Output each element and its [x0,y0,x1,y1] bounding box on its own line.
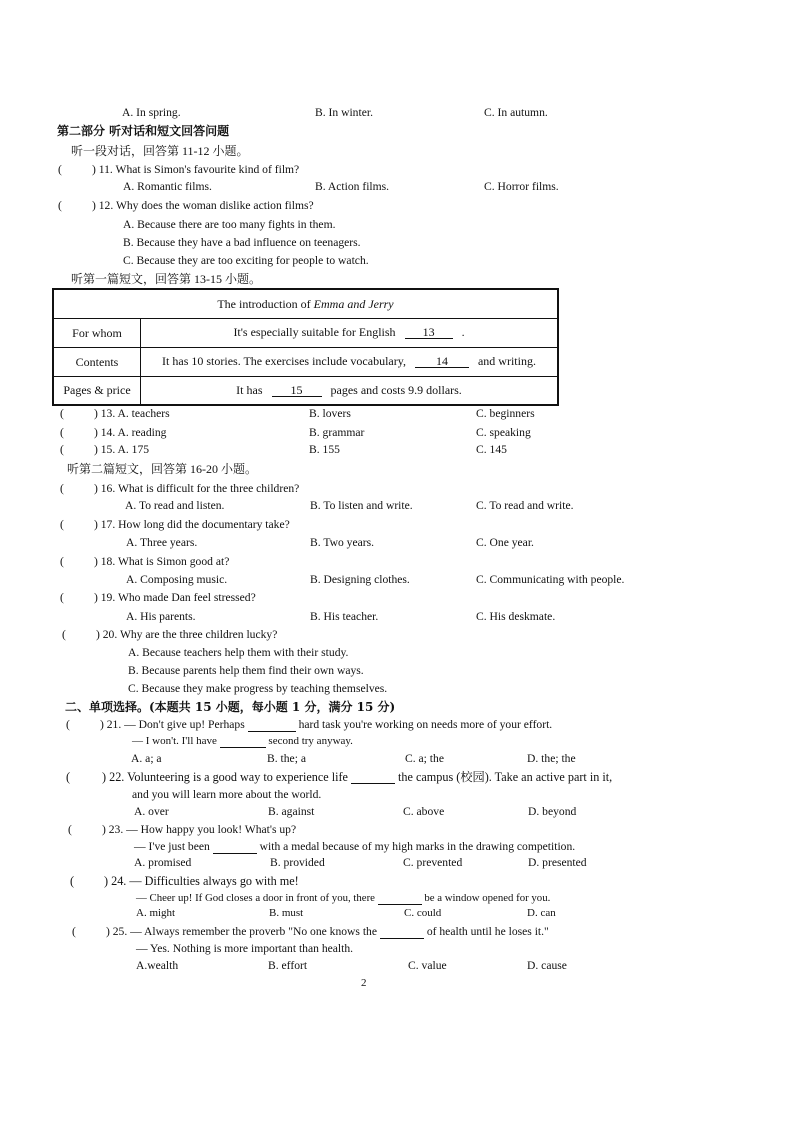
table-title-text: The introduction of [217,296,314,311]
q14-option-b: B. grammar [309,426,365,439]
row-value-for-whom [141,318,559,347]
q21-option-c: C. a; the [405,752,444,765]
q25-stem-post: of health until he loses it." [426,925,549,938]
part2-heading: 第二部分 听对话和短文回答问题 [57,124,230,138]
q25-option-d: D. cause [527,959,567,972]
q24-line2-pre: — Cheer up! If God closes a door in front of you, there [136,892,375,904]
row1-end: . [461,325,465,339]
row2-end: and writing. [477,354,536,368]
q11-stem: ) 11. What is Simon's favourite kind of film? [92,163,300,176]
q21-line2 [132,736,353,748]
q21-blank-1 [248,719,296,732]
row-value-contents [141,347,559,376]
q21-paren: ( [66,718,70,731]
table-title [53,289,558,318]
q17-option-b: B. Two years. [310,536,375,549]
section2-heading: 二、单项选择。(本题共 15 小题，每小题 1 分，满分 15 分) [65,700,396,714]
q12-option-c: C. Because they are too exciting for people to watch. [123,254,369,267]
row-value-pages-price [141,376,559,405]
row3-end: pages and costs 9.9 dollars. [330,382,462,397]
q19-option-c: C. His deskmate. [476,610,556,623]
q22-paren: ( [66,770,71,784]
blank-14: 14 [415,355,469,368]
q18-option-c: C. Communicating with people. [476,573,625,586]
q14-stem: ) 14. A. reading [94,426,167,439]
q23-option-a: A. promised [134,856,192,869]
row-label-contents: Contents [53,347,141,376]
q21-blank-2 [220,736,266,748]
q13-option-b: B. lovers [309,407,351,420]
q23-line2-post: with a medal because of my high marks in the drawing competition. [259,840,576,853]
q12-option-a: A. Because there are too many fights in them. [123,218,336,231]
q14-paren: ( [60,426,64,439]
blank-15: 15 [272,384,322,397]
q22-option-b: B. against [268,805,315,818]
q20-option-b: B. Because parents help them find their own ways. [128,664,364,677]
q24-blank [378,893,422,905]
q14-option-c: C. speaking [476,426,531,439]
q23-paren: ( [68,823,72,836]
q19-paren: ( [60,591,64,604]
q18-paren: ( [60,555,64,568]
q11-paren: ( [58,163,62,176]
q15-option-c: C. 145 [476,443,507,456]
q20-paren: ( [62,628,66,641]
q18-stem: ) 18. What is Simon good at? [94,555,230,568]
q20-option-a: A. Because teachers help them with their study. [128,646,349,659]
passage2-instruction: 听第二篇短文，回答第 16-20 小题。 [67,462,257,476]
q25-option-a: A.wealth [136,959,179,972]
q23-option-c: C. prevented [403,856,463,869]
q17-option-c: C. One year. [476,536,534,549]
q12-stem: ) 12. Why does the woman dislike action films? [92,199,314,212]
q23-blank [213,841,257,854]
q22-blank [351,771,395,784]
q24-line2 [136,893,550,905]
q23-line2 [134,841,575,854]
q16-option-c: C. To read and write. [476,499,574,512]
q22-line2: and you will learn more about the world. [132,788,322,801]
q21-stem [100,719,552,732]
q11-option-a: A. Romantic films. [123,180,212,193]
q21-stem-post: hard task you're working on needs more of your effort. [298,718,553,731]
q21-option-a: A. a; a [131,752,162,765]
q25-stem-pre: ) 25. — Always remember the proverb "No one knows the [106,925,378,938]
q15-stem: ) 15. A. 175 [94,443,150,456]
q25-option-b: B. effort [268,959,308,972]
q23-option-b: B. provided [270,856,325,869]
q15-paren: ( [60,443,64,456]
q19-stem: ) 19. Who made Dan feel stressed? [94,591,256,604]
q22-option-a: A. over [134,805,169,818]
row2-text: It has 10 stories. The exercises include vocabulary, [162,354,406,368]
q23-line2-pre: — I've just been [134,840,210,853]
row-label-for-whom: For whom [53,318,141,347]
q16-option-a: A. To read and listen. [125,499,225,512]
page-number: 2 [361,977,367,989]
row-label-pages-price: Pages & price [53,376,141,405]
q17-paren: ( [60,518,64,531]
q25-blank [380,926,424,939]
q21-line2-pre: — I won't. I'll have [132,735,217,747]
q12-option-b: B. Because they have a bad influence on teenagers. [123,236,361,249]
table-title-book: Emma and Jerry [313,296,394,311]
q25-stem [106,926,549,939]
q24-paren: ( [70,874,75,888]
q24-option-c: C. could [404,907,442,919]
q24-stem: ) 24. — Difficulties always go with me! [104,874,299,888]
q11-option-c: C. Horror films. [484,180,559,193]
q19-option-b: B. His teacher. [310,610,379,623]
q21-stem-pre: ) 21. — Don't give up! Perhaps [100,718,245,731]
passage1-instruction: 听第一篇短文，回答第 13-15 小题。 [71,272,261,286]
q18-option-b: B. Designing clothes. [310,573,410,586]
q13-paren: ( [60,407,64,420]
q10-option-b: B. In winter. [315,106,373,119]
q18-option-a: A. Composing music. [126,573,228,586]
q19-option-a: A. His parents. [126,610,196,623]
q16-stem: ) 16. What is difficult for the three children? [94,482,300,495]
q17-stem: ) 17. How long did the documentary take? [94,518,290,531]
q24-line2-post: be a window opened for you. [424,892,551,904]
introduction-table [52,288,559,406]
q24-option-d: D. can [527,907,556,919]
q10-option-c: C. In autumn. [484,106,548,119]
q23-option-d: D. presented [528,856,587,869]
q23-stem: ) 23. — How happy you look! What's up? [102,823,297,836]
q21-option-b: B. the; a [267,752,306,765]
q16-paren: ( [60,482,64,495]
q22-stem-post: the campus (校园). Take an active part in it, [398,770,613,784]
row1-text: It's especially suitable for English [233,325,396,339]
q22-option-d: D. beyond [528,805,577,818]
q20-option-c: C. Because they make progress by teaching themselves. [128,682,388,695]
q11-option-b: B. Action films. [315,180,390,193]
q21-line2-post: second try anyway. [268,735,353,747]
q12-paren: ( [58,199,62,212]
q24-option-b: B. must [269,907,304,919]
q16-option-b: B. To listen and write. [310,499,413,512]
q25-line2: — Yes. Nothing is more important than health. [136,942,354,955]
q13-stem: ) 13. A. teachers [94,407,170,420]
row3-text: It has [236,382,263,397]
q13-option-c: C. beginners [476,407,535,420]
dialogue-instruction: 听一段对话，回答第 11-12 小题。 [71,144,249,158]
q15-option-b: B. 155 [309,443,340,456]
q22-stem [102,771,612,784]
q20-stem: ) 20. Why are the three children lucky? [96,628,278,641]
blank-13: 13 [405,326,453,339]
q25-paren: ( [72,925,76,938]
q22-option-c: C. above [403,805,445,818]
q21-option-d: D. the; the [527,752,576,765]
q10-option-a: A. In spring. [122,106,181,119]
q22-stem-pre: ) 22. Volunteering is a good way to experience life [102,770,348,784]
q25-option-c: C. value [408,959,447,972]
q17-option-a: A. Three years. [126,536,198,549]
q24-option-a: A. might [136,907,176,919]
